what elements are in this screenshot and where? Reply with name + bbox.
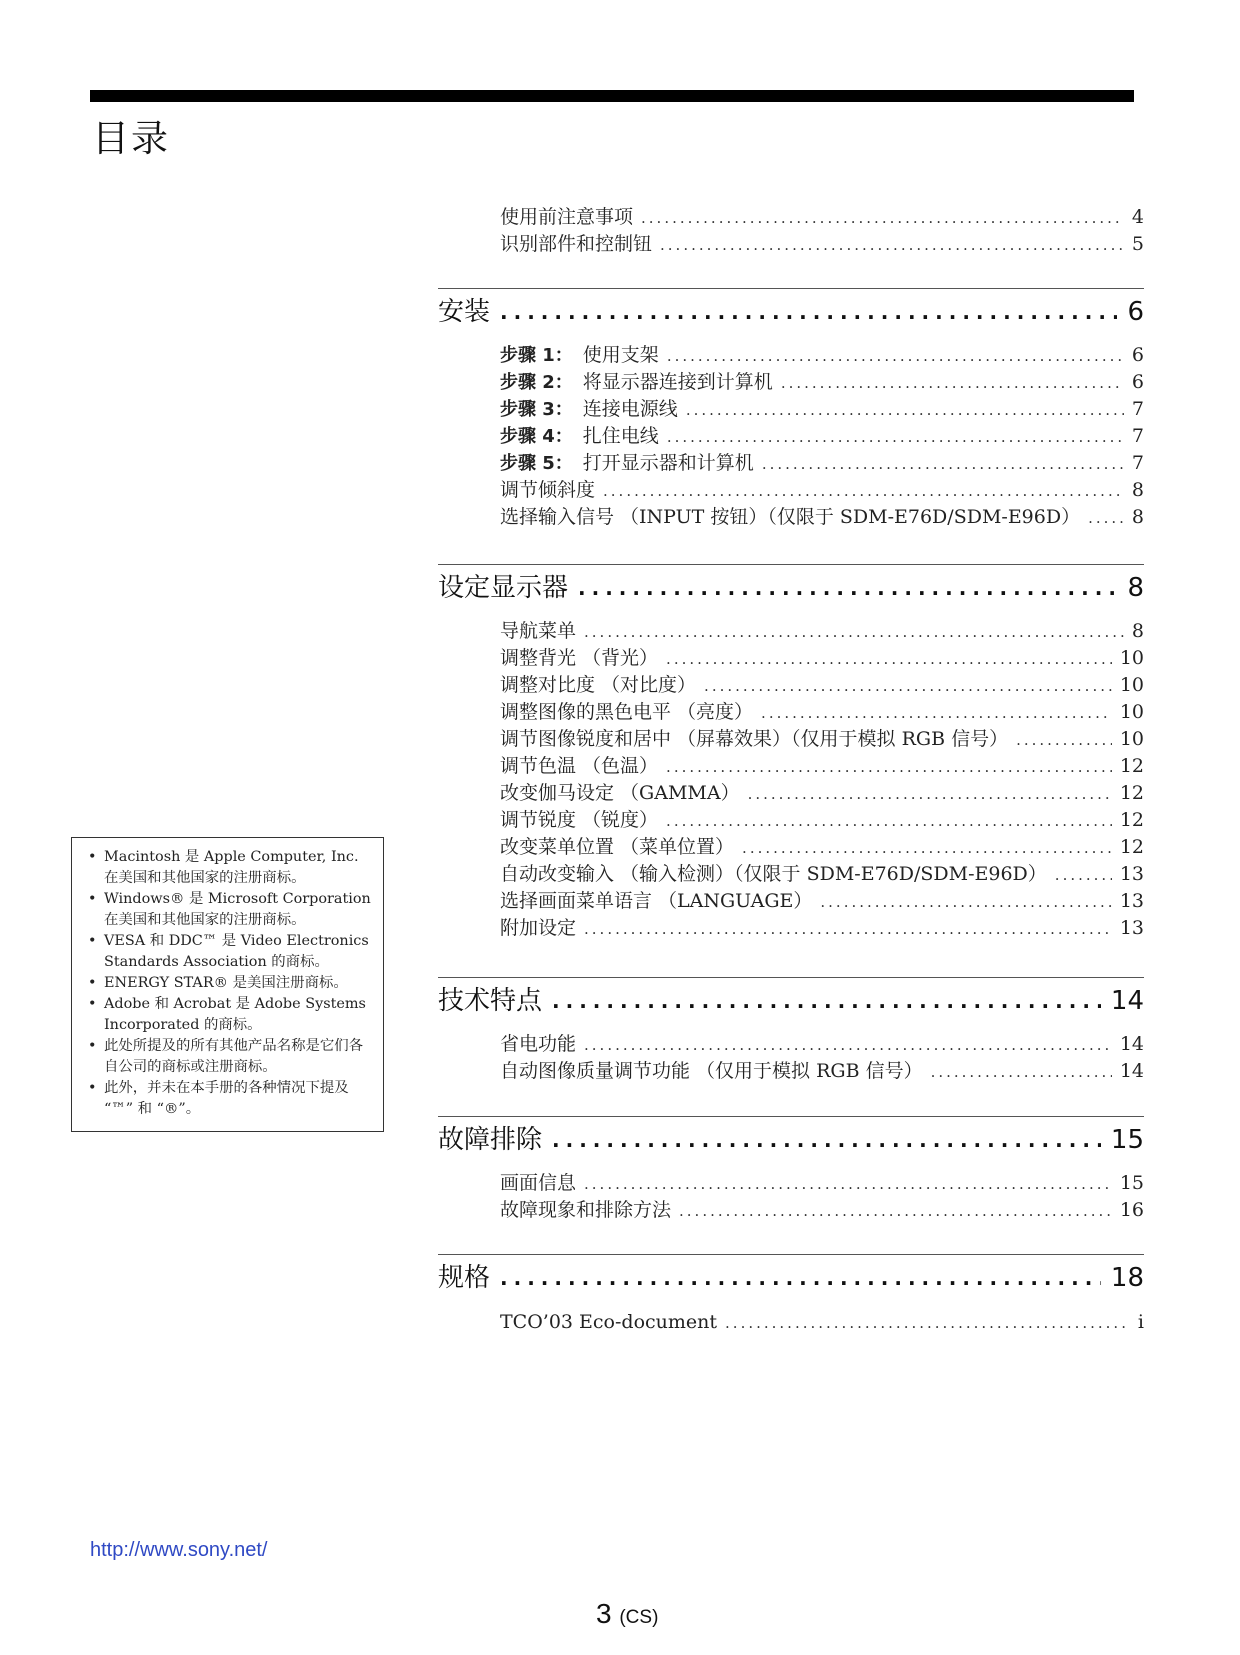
dot-leader <box>584 1035 1112 1055</box>
toc-entry-color-temp[interactable] <box>500 753 1144 780</box>
toc-entry-label: 选择画面菜单语言 （LANGUAGE） <box>500 890 813 912</box>
dot-leader <box>641 208 1124 228</box>
section-page: 6 <box>1127 297 1144 327</box>
toc-entry-contrast[interactable] <box>500 672 1144 699</box>
section-heading-customize[interactable] <box>438 570 1144 606</box>
dot-leader <box>781 373 1124 393</box>
toc-entry-label: 附加设定 <box>500 917 577 939</box>
section-title: 规格 <box>438 1263 491 1293</box>
dot-leader <box>686 400 1124 420</box>
dot-leader <box>820 892 1111 912</box>
trademark-item: • Macintosh 是 Apple Computer, Inc. 在美国和其他国家的注册商标。 <box>84 847 373 889</box>
dot-leader <box>578 575 1117 601</box>
section-page: 15 <box>1110 1125 1144 1155</box>
trademark-item: • Windows® 是 Microsoft Corporation 在美国和其他国家的注册商标。 <box>84 889 373 931</box>
toc-entry-label: 连接电源线 <box>582 398 678 420</box>
trademark-notice-box <box>71 837 384 1132</box>
toc-entry-label: 调整对比度 （对比度） <box>500 674 697 696</box>
toc-entry-page: 4 <box>1131 206 1144 228</box>
page-title: 目录 <box>92 117 170 160</box>
page-number-value: 3 <box>596 1598 612 1629</box>
dot-leader <box>666 757 1112 777</box>
section-page: 14 <box>1110 986 1144 1016</box>
toc-entry-input-sensing[interactable] <box>500 861 1144 888</box>
toc-entry-page: 12 <box>1119 809 1144 831</box>
toc-entry-label: 故障现象和排除方法 <box>500 1199 672 1221</box>
toc-entry-brightness[interactable] <box>500 699 1144 726</box>
toc-entry-sharpness[interactable] <box>500 807 1144 834</box>
trademark-item: • Adobe 和 Acrobat 是 Adobe Systems Incorporated 的商标。 <box>84 994 373 1036</box>
section-heading-troubleshooting[interactable] <box>438 1122 1144 1158</box>
section-rule <box>438 1116 1144 1117</box>
toc-entry-page: 10 <box>1119 728 1144 750</box>
dot-leader <box>552 988 1101 1014</box>
step-label: 步骤 5： <box>500 453 573 474</box>
dot-leader <box>1088 508 1124 528</box>
dot-leader <box>1055 865 1112 885</box>
toc-entry-label: 调节图像锐度和居中 （屏幕效果）（仅用于模拟 RGB 信号） <box>500 728 1009 750</box>
toc-entry-page: 6 <box>1131 344 1144 366</box>
toc-entry-label: 识别部件和控制钮 <box>500 233 653 255</box>
section-title: 技术特点 <box>438 986 543 1016</box>
toc-entry-label: 画面信息 <box>500 1172 577 1194</box>
toc-entry-step-5[interactable] <box>500 450 1144 477</box>
section-title: 安装 <box>438 297 491 327</box>
toc-entry-page: 14 <box>1119 1033 1144 1055</box>
toc-entry-options[interactable] <box>500 915 1144 942</box>
top-rule <box>90 90 1134 102</box>
section-rule <box>438 564 1144 565</box>
toc-entry-label: 扎住电线 <box>582 425 659 447</box>
dot-leader <box>679 1201 1112 1221</box>
step-label: 步骤 3： <box>500 399 573 420</box>
dot-leader <box>1016 730 1112 750</box>
toc-entry-page: 10 <box>1119 674 1144 696</box>
toc-entry-page: 10 <box>1119 701 1144 723</box>
trademark-item: • VESA 和 DDC™ 是 Video Electronics Standards Association 的商标。 <box>84 931 373 973</box>
dot-leader <box>748 784 1112 804</box>
toc-entry-label: 打开显示器和计算机 <box>582 452 754 474</box>
toc-entry-page: 7 <box>1131 398 1144 420</box>
toc-entry-step-3[interactable] <box>500 396 1144 423</box>
toc-entry-label: 使用支架 <box>582 344 659 366</box>
section-page: 18 <box>1110 1263 1144 1293</box>
toc-entry-label: 调节倾斜度 <box>500 479 596 501</box>
toc-entry-label: 调整背光 （背光） <box>500 647 659 669</box>
toc-entry-parts-controls[interactable] <box>500 231 1144 258</box>
toc-entry-label: 自动图像质量调节功能 （仅用于模拟 RGB 信号） <box>500 1060 923 1082</box>
dot-leader <box>762 454 1124 474</box>
toc-entry-symptoms[interactable] <box>500 1197 1144 1224</box>
toc-entry-tilt[interactable] <box>500 477 1144 504</box>
toc-entry-page: 10 <box>1119 647 1144 669</box>
page-number <box>596 1598 658 1630</box>
toc-entry-page: 12 <box>1119 836 1144 858</box>
dot-leader <box>603 481 1124 501</box>
dot-leader <box>667 427 1124 447</box>
dot-leader <box>761 703 1112 723</box>
dot-leader <box>931 1062 1112 1082</box>
toc-entry-page: 8 <box>1131 479 1144 501</box>
dot-leader <box>584 622 1124 642</box>
section-page: 8 <box>1127 573 1144 603</box>
section-rule <box>438 288 1144 289</box>
toc-entry-power-saving[interactable] <box>500 1031 1144 1058</box>
trademark-item: • 此外，并未在本手册的各种情况下提及 “™” 和 “®”。 <box>84 1078 373 1120</box>
dot-leader <box>704 676 1112 696</box>
toc-entry-label: 调节锐度 （锐度） <box>500 809 659 831</box>
section-rule <box>438 977 1144 978</box>
section-heading-features[interactable] <box>438 983 1144 1019</box>
toc-entry-page: 15 <box>1119 1172 1144 1194</box>
dot-leader <box>500 299 1117 325</box>
toc-entry-step-2[interactable] <box>500 369 1144 396</box>
toc-entry-step-1[interactable] <box>500 342 1144 369</box>
dot-leader <box>584 1174 1112 1194</box>
toc-entry-gamma[interactable] <box>500 780 1144 807</box>
toc-entry-page: 8 <box>1131 620 1144 642</box>
toc-entry-menu-position[interactable] <box>500 834 1144 861</box>
toc-entry-on-screen-messages[interactable] <box>500 1170 1144 1197</box>
dot-leader <box>584 919 1112 939</box>
toc-entry-language[interactable] <box>500 888 1144 915</box>
toc-entry-input-select[interactable] <box>500 504 1144 531</box>
dot-leader <box>666 649 1112 669</box>
dot-leader <box>666 811 1112 831</box>
dot-leader <box>725 1313 1126 1333</box>
toc-entry-auto-adjust[interactable] <box>500 1058 1144 1085</box>
section-rule <box>438 1254 1144 1255</box>
dot-leader <box>552 1127 1101 1153</box>
dot-leader <box>500 1265 1101 1291</box>
toc-entry-tco-eco[interactable] <box>500 1309 1144 1336</box>
toc-entry-menu-nav[interactable] <box>500 618 1144 645</box>
trademark-item: • ENERGY STAR® 是美国注册商标。 <box>84 973 373 994</box>
toc-entry-page: 6 <box>1131 371 1144 393</box>
toc-entry-page: 13 <box>1119 890 1144 912</box>
trademark-item: • 此处所提及的所有其他产品名称是它们各自公司的商标或注册商标。 <box>84 1036 373 1078</box>
page-number-suffix: (CS) <box>619 1607 659 1628</box>
section-title: 故障排除 <box>438 1125 543 1155</box>
toc-entry-page: 14 <box>1119 1060 1144 1082</box>
toc-entry-label: 使用前注意事项 <box>500 206 634 228</box>
toc-entry-precautions[interactable] <box>500 204 1144 231</box>
toc-entry-backlight[interactable] <box>500 645 1144 672</box>
step-label: 步骤 4： <box>500 426 573 447</box>
toc-entry-label: 调整图像的黑色电平 （亮度） <box>500 701 754 723</box>
toc-entry-page: 16 <box>1119 1199 1144 1221</box>
toc-entry-label: TCO’03 Eco-document <box>500 1311 718 1333</box>
toc-entry-label: 省电功能 <box>500 1033 577 1055</box>
section-heading-specifications[interactable] <box>438 1260 1144 1296</box>
toc-entry-label: 调节色温 （色温） <box>500 755 659 777</box>
toc-entry-label: 选择输入信号 （INPUT 按钮）（仅限于 SDM-E76D/SDM-E96D） <box>500 506 1081 528</box>
sony-website-link[interactable]: http://www.sony.net/ <box>90 1539 268 1561</box>
step-label: 步骤 1： <box>500 345 573 366</box>
dot-leader <box>742 838 1112 858</box>
toc-entry-page: 7 <box>1131 452 1144 474</box>
toc-entry-screen-effect[interactable] <box>500 726 1144 753</box>
toc-entry-label: 将显示器连接到计算机 <box>582 371 773 393</box>
toc-entry-page: i <box>1137 1311 1144 1333</box>
section-heading-setup[interactable] <box>438 294 1144 330</box>
step-label: 步骤 2： <box>500 372 573 393</box>
toc-entry-label: 自动改变输入 （输入检测）（仅限于 SDM-E76D/SDM-E96D） <box>500 863 1047 885</box>
toc-entry-step-4[interactable] <box>500 423 1144 450</box>
toc-entry-label: 导航菜单 <box>500 620 577 642</box>
toc-entry-page: 8 <box>1131 506 1144 528</box>
toc-entry-page: 12 <box>1119 755 1144 777</box>
toc-entry-page: 13 <box>1119 917 1144 939</box>
toc-entry-page: 5 <box>1131 233 1144 255</box>
dot-leader <box>667 346 1124 366</box>
dot-leader <box>660 235 1124 255</box>
toc-entry-page: 13 <box>1119 863 1144 885</box>
toc-entry-page: 7 <box>1131 425 1144 447</box>
toc-entry-label: 改变伽马设定 （GAMMA） <box>500 782 740 804</box>
toc-entry-page: 12 <box>1119 782 1144 804</box>
section-title: 设定显示器 <box>438 573 569 603</box>
toc-entry-label: 改变菜单位置 （菜单位置） <box>500 836 735 858</box>
